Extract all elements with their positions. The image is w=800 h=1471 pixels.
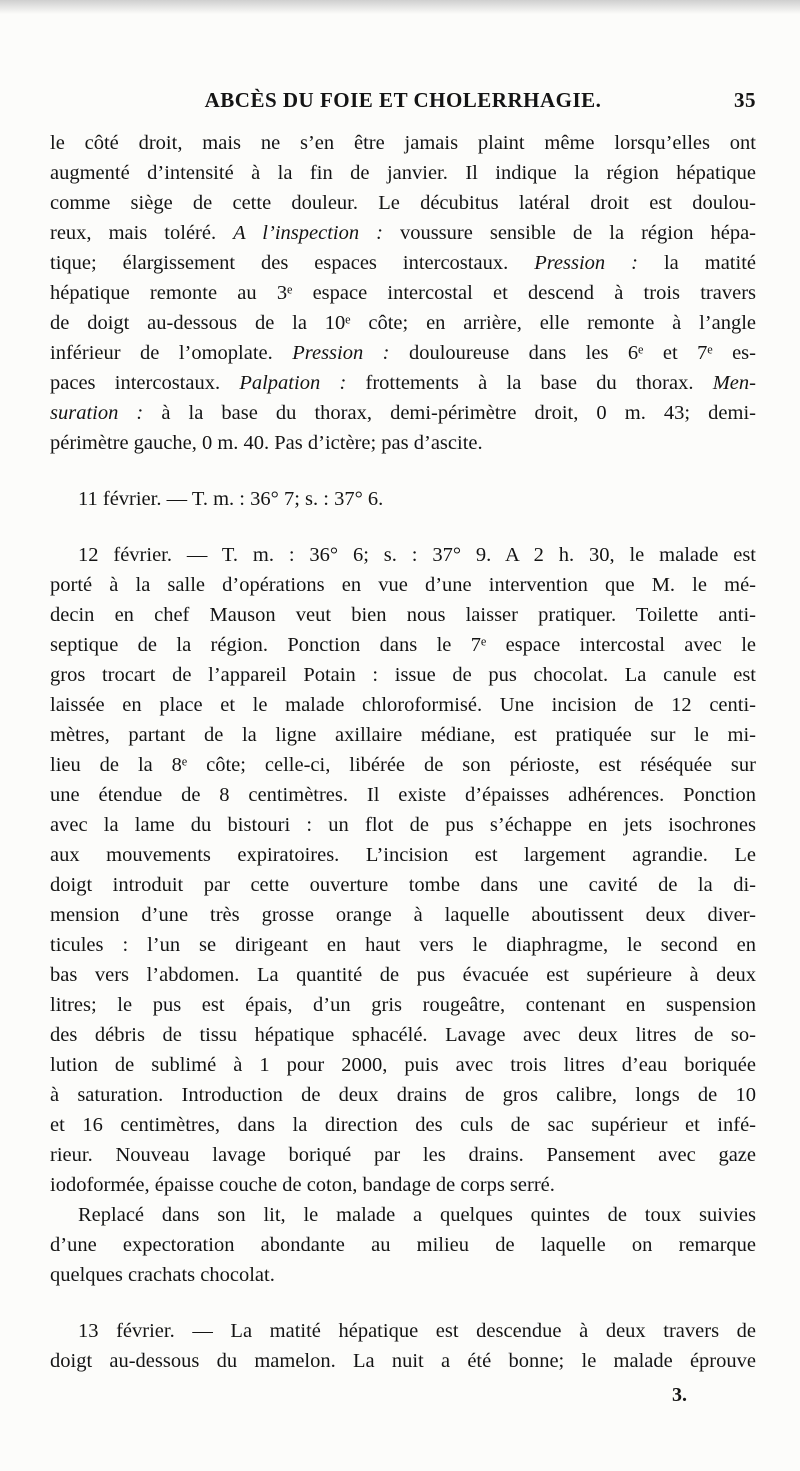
text-line: bas vers l’abdomen. La quantité de pus évacuée est supérieure à deux: [50, 964, 756, 986]
text-line: mètres, partant de la ligne axillaire médiane, est pratiquée sur le mi-: [50, 724, 756, 746]
text-segment: la matité: [638, 252, 756, 274]
text-line: rieur. Nouveau lavage boriqué par les drains. Pansement avec gaze: [50, 1144, 756, 1166]
text-segment: douloureuse dans les 6ᵉ et 7ᵉ es-: [389, 342, 756, 364]
text-line: le côté droit, mais ne s’en être jamais plaint même lorsqu’elles ont: [50, 132, 756, 154]
italic-term: Pression :: [292, 342, 390, 364]
text-line: lution de sublimé à 1 pour 2000, puis avec trois litres d’eau boriquée: [50, 1054, 756, 1076]
text-line: une étendue de 8 centimètres. Il existe d’épaisses adhérences. Ponction: [50, 784, 756, 806]
running-header: [50, 88, 756, 120]
signature-mark: 3.: [672, 1384, 687, 1406]
text-line: d’une expectoration abondante au milieu de laquelle on remarque: [50, 1234, 756, 1256]
text-line: 13 février. — La matité hépatique est descendue à deux travers de: [78, 1320, 756, 1342]
text-line: avec la lame du bistouri : un flot de pus s’échappe en jets isochrones: [50, 814, 756, 836]
text-line: lieu de la 8ᵉ côte; celle-ci, libérée de son périoste, est réséquée sur: [50, 754, 756, 776]
running-title: ABCÈS DU FOIE ET CHOLERRHAGIE.: [204, 88, 602, 112]
italic-term: Men-: [712, 372, 756, 394]
text-line: des débris de tissu hépatique sphacélé. Lavage avec deux litres de so-: [50, 1024, 756, 1046]
text-line: ticules : l’un se dirigeant en haut vers le diaphragme, le second en: [50, 934, 756, 956]
text-line: [50, 218, 756, 248]
text-line: Replacé dans son lit, le malade a quelques quintes de toux suivies: [78, 1204, 756, 1226]
text-segment: à la base du thorax, demi-périmètre droit, 0 m. 43; demi-: [143, 402, 756, 424]
text-line: [50, 338, 756, 368]
italic-term: Palpation :: [239, 372, 347, 394]
text-line: hépatique remonte au 3ᵉ espace intercostal et descend à trois travers: [50, 282, 756, 304]
text-segment: voussure sensible de la région hépa-: [382, 222, 757, 244]
text-line: 12 février. — T. m. : 36° 6; s. : 37° 9. A 2 h. 30, le malade est: [78, 544, 756, 566]
text-segment: frottements à la base du thorax.: [346, 372, 713, 394]
text-line: [50, 398, 756, 428]
text-line: comme siège de cette douleur. Le décubitus latéral droit est doulou-: [50, 192, 756, 214]
text-line: laissée en place et le malade chloroformisé. Une incision de 12 centi-: [50, 694, 756, 716]
page-number: 35: [734, 88, 756, 112]
text-line: [50, 368, 756, 398]
italic-term: A l’inspection :: [233, 222, 383, 244]
paragraph-gap: [50, 514, 756, 540]
text-line: doigt au-dessous du mamelon. La nuit a été bonne; le malade éprouve: [50, 1350, 756, 1372]
italic-term: Pression :: [534, 252, 638, 274]
text-line: doigt introduit par cette ouverture tombe dans une cavité de la di-: [50, 874, 756, 896]
text-line: litres; le pus est épais, d’un gris rougeâtre, contenant en suspension: [50, 994, 756, 1016]
text-line: mension d’une très grosse orange à laquelle aboutissent deux diver-: [50, 904, 756, 926]
text-line: aux mouvements expiratoires. L’incision est largement agrandie. Le: [50, 844, 756, 866]
text-line: à saturation. Introduction de deux drains de gros calibre, longs de 10: [50, 1084, 756, 1106]
text-line: et 16 centimètres, dans la direction des culs de sac supérieur et infé-: [50, 1114, 756, 1136]
text-segment: reux, mais toléré.: [50, 222, 234, 244]
text-line: quelques crachats chocolat.: [50, 1264, 275, 1286]
text-line: decin en chef Mauson veut bien nous laisser pratiquer. Toilette anti-: [50, 604, 756, 626]
body-text: [50, 128, 756, 1376]
text-segment: paces intercostaux.: [50, 372, 240, 394]
scan-edge: [0, 0, 800, 14]
text-line: périmètre gauche, 0 m. 40. Pas d’ictère; pas d’ascite.: [50, 432, 483, 454]
italic-term: suration :: [50, 402, 144, 424]
text-line: [50, 248, 756, 278]
text-line: 11 février. — T. m. : 36° 7; s. : 37° 6.: [78, 488, 384, 510]
text-line: de doigt au-dessous de la 10ᵉ côte; en arrière, elle remonte à l’angle: [50, 312, 756, 334]
text-line: augmenté d’intensité à la fin de janvier. Il indique la région hépatique: [50, 162, 756, 184]
paragraph-gap: [50, 1290, 756, 1316]
text-segment: tique; élargissement des espaces intercostaux.: [50, 252, 535, 274]
text-line: iodoformée, épaisse couche de coton, bandage de corps serré.: [50, 1174, 555, 1196]
text-line: porté à la salle d’opérations en vue d’une intervention que M. le mé-: [50, 574, 756, 596]
paragraph-gap: [50, 458, 756, 484]
text-line: septique de la région. Ponction dans le 7ᵉ espace intercostal avec le: [50, 634, 756, 656]
text-segment: inférieur de l’omoplate.: [50, 342, 293, 364]
text-line: gros trocart de l’appareil Potain : issue de pus chocolat. La canule est: [50, 664, 756, 686]
